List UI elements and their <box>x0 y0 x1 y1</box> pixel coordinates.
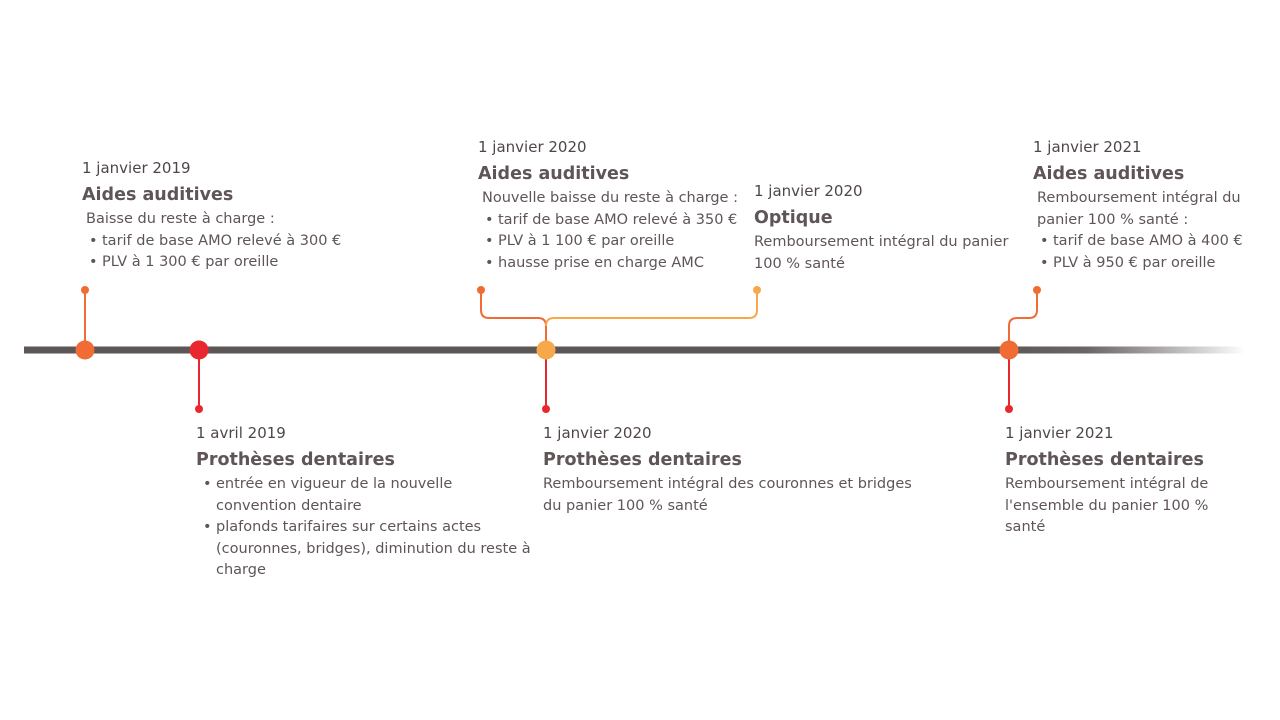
event-title: Prothèses dentaires <box>543 450 742 470</box>
timeline-marker-2020 <box>537 341 556 360</box>
event-title: Aides auditives <box>478 164 630 184</box>
event-2021-01-aides-auditives <box>1033 137 1273 274</box>
connector-ev3 <box>477 286 546 350</box>
event-bullets <box>196 474 531 582</box>
event-title: Aides auditives <box>1033 164 1185 184</box>
event-date: 1 janvier 2020 <box>478 138 587 156</box>
bullet-item: • tarif de base AMO à 400 € <box>1033 231 1273 253</box>
event-title: Aides auditives <box>82 185 234 205</box>
event-title: Prothèses dentaires <box>196 450 395 470</box>
event-description <box>82 209 382 274</box>
event-description: Remboursement intégral de l'ensemble du panier 100 % santé <box>1005 476 1209 535</box>
connector-ev6 <box>1009 286 1041 350</box>
event-2019-01-aides-auditives <box>82 158 382 274</box>
bullet-item: • plafonds tarifaires sur certains actes (couronnes, bridges), diminution du reste à charge <box>196 517 531 582</box>
event-2020-01-protheses-dentaires <box>543 423 928 517</box>
bullet-item: • tarif de base AMO relevé à 300 € <box>82 231 382 253</box>
event-date: 1 avril 2019 <box>196 424 286 442</box>
event-title: Prothèses dentaires <box>1005 450 1204 470</box>
event-date: 1 janvier 2020 <box>543 424 652 442</box>
bullet-item: • tarif de base AMO relevé à 350 € <box>478 210 748 232</box>
event-date: 1 janvier 2021 <box>1033 138 1142 156</box>
connector-ev1 <box>81 286 89 350</box>
event-intro: Baisse du reste à charge : <box>86 211 275 227</box>
timeline-marker-2021 <box>1000 341 1019 360</box>
event-description <box>1033 188 1273 274</box>
event-bullets <box>478 210 748 275</box>
connector-ev4 <box>546 286 761 326</box>
event-title: Optique <box>754 208 833 228</box>
timeline-marker-ev1 <box>76 341 95 360</box>
event-description: Remboursement intégral des couronnes et bridges du panier 100 % santé <box>543 476 912 514</box>
bullet-item: • hausse prise en charge AMC <box>478 253 748 275</box>
event-date: 1 janvier 2020 <box>754 182 863 200</box>
bullet-item: • PLV à 1 300 € par oreille <box>82 252 382 274</box>
event-date: 1 janvier 2021 <box>1005 424 1114 442</box>
event-2020-01-optique <box>754 181 1022 275</box>
event-bullets <box>1033 231 1273 274</box>
event-2020-01-aides-auditives <box>478 137 748 274</box>
event-2019-04-protheses-dentaires <box>196 423 531 582</box>
event-bullets <box>82 231 382 274</box>
event-intro: Remboursement intégral du panier 100 % santé : <box>1037 190 1241 228</box>
bullet-item: • PLV à 1 100 € par oreille <box>478 231 748 253</box>
event-description: Remboursement intégral du panier 100 % santé <box>754 234 1009 272</box>
event-description <box>196 474 531 582</box>
event-date: 1 janvier 2019 <box>82 159 191 177</box>
bullet-item: • PLV à 950 € par oreille <box>1033 253 1273 275</box>
event-intro: Nouvelle baisse du reste à charge : <box>482 190 738 206</box>
timeline-marker-ev2 <box>190 341 209 360</box>
event-2021-01-protheses-dentaires <box>1005 423 1230 539</box>
event-description <box>478 188 748 274</box>
bullet-item: • entrée en vigueur de la nouvelle convention dentaire <box>196 474 531 517</box>
